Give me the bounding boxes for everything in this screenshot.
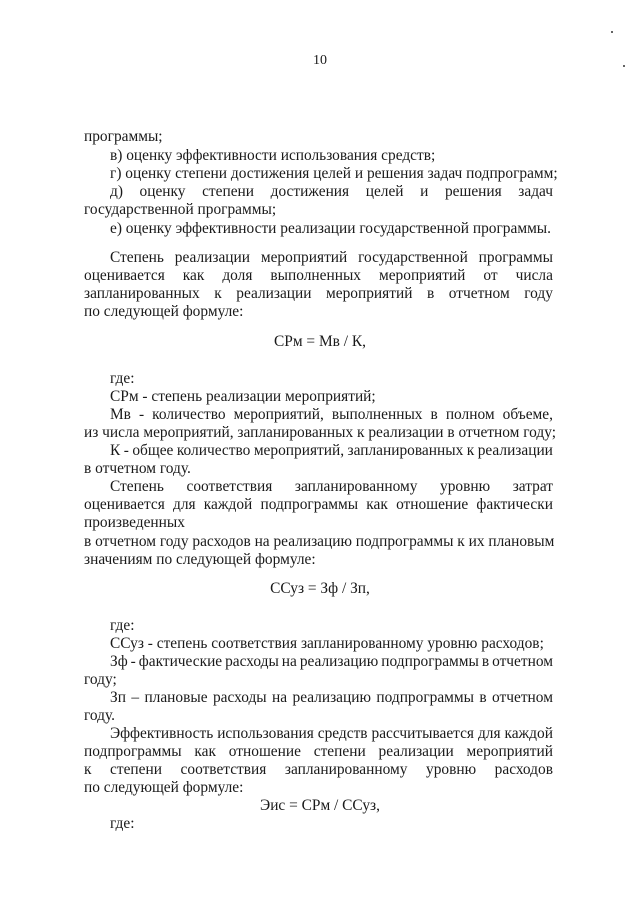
word: мероприятий [260, 249, 348, 266]
word: решения [444, 183, 502, 200]
formula-srm: СРм = Мв / К, [274, 333, 366, 350]
word: уровню [440, 478, 491, 495]
word: Зп [110, 689, 126, 706]
word: целей [365, 183, 404, 200]
word: мероприятий [326, 285, 413, 302]
word: для [477, 725, 501, 742]
word: мероприятий [466, 743, 553, 760]
word: реализацию [299, 653, 379, 670]
word: - [123, 442, 129, 459]
word: К [110, 442, 121, 459]
word: оценку [139, 183, 186, 200]
definition-zf-line-2: году; [84, 671, 117, 688]
paragraph-2-line-2 [84, 496, 553, 514]
word: каждой [203, 496, 253, 513]
word: в [426, 285, 435, 302]
word: для [173, 496, 196, 513]
list-item-b-line-3: программы; [84, 128, 163, 145]
definition-ssuz: ССуз - степень соответствия запланированному уровню расходов; [110, 635, 544, 652]
definition-zp-line-2: году. [84, 707, 116, 724]
word: Степень [110, 249, 164, 266]
where-label-1: где: [110, 370, 135, 387]
word: соответствия [180, 761, 267, 778]
word: выполненных [331, 406, 423, 423]
list-item-e: е) оценку эффективности реализации государственной программы. [110, 220, 551, 237]
word: Мв [110, 406, 131, 423]
word: отчетном [492, 653, 553, 670]
where-label-3: где: [110, 815, 135, 832]
formula-eis: Эис = СРм / ССуз, [260, 797, 380, 814]
word: отчетном [448, 285, 510, 302]
word: реализации [477, 442, 553, 459]
word: запланированных [84, 285, 200, 302]
word: мероприятий, [233, 406, 324, 423]
word: к [84, 761, 92, 778]
word: – [131, 689, 140, 706]
word: общее [132, 442, 174, 459]
word: рассчитывается [371, 725, 474, 742]
word: в [481, 653, 490, 670]
word: оценивается [84, 496, 165, 513]
word: количество [176, 442, 251, 459]
word: отношение [396, 496, 469, 513]
word: году [524, 285, 553, 302]
word: отчетном [492, 689, 553, 706]
list-item-d-line-1 [110, 183, 553, 201]
word: достижения [270, 183, 350, 200]
word: полном [445, 406, 495, 423]
word: - [130, 653, 136, 670]
list-item-d-line-2: государственной программы; [84, 201, 277, 218]
word: мероприятий, [253, 442, 345, 459]
word: фактически [476, 496, 553, 513]
word: подпрограммы [84, 743, 182, 760]
word: задач [518, 183, 553, 200]
word: реализации [236, 285, 312, 302]
word: на [281, 653, 297, 670]
word: программы [478, 249, 553, 266]
word: подпрограммы [381, 653, 479, 670]
paragraph-3-line-4: по следующей формуле: [84, 779, 244, 796]
word: Зф [110, 653, 128, 670]
definition-srm: СРм - степень реализации мероприятий; [110, 388, 376, 405]
word: запланированных [347, 442, 464, 459]
paragraph-1-line-4: по следующей формуле: [84, 303, 244, 320]
word: - [138, 406, 145, 423]
word: фактические [138, 653, 223, 670]
definition-mv-line-1 [110, 406, 553, 424]
word: реализации [378, 743, 454, 760]
word: расходы [225, 653, 279, 670]
paragraph-3-line-3 [84, 761, 553, 779]
word: соответствия [186, 478, 273, 495]
word: Эффективность [110, 725, 214, 742]
word: расходы [212, 689, 267, 706]
word: как [182, 267, 205, 284]
word: объеме, [502, 406, 553, 423]
paragraph-1-line-1 [110, 249, 553, 267]
word: и [420, 183, 429, 200]
word: от [483, 267, 498, 284]
word: к [466, 442, 475, 459]
word: расходов [494, 761, 553, 778]
paragraph-1-line-3 [84, 285, 553, 303]
word: Степень [110, 478, 164, 495]
word: как [366, 496, 388, 513]
paragraph-1-line-2 [84, 267, 553, 285]
word: количество [152, 406, 226, 423]
list-item-v: в) оценку эффективности использования средств; [110, 147, 436, 164]
word: к [214, 285, 222, 302]
word: отношение [228, 743, 301, 760]
word: числа [515, 267, 553, 284]
word: подпрограммы [260, 496, 359, 513]
word: выполненных [270, 267, 361, 284]
word: запланированному [294, 478, 418, 495]
scan-speck [611, 31, 613, 33]
where-label-2: где: [110, 617, 135, 634]
paragraph-3-line-1 [110, 725, 553, 743]
definition-k-line-1 [110, 442, 553, 460]
definition-zf-line-1 [110, 653, 553, 671]
definition-mv-line-2: из числа мероприятий, запланированных к реализации в отчетном году; [84, 424, 557, 441]
paragraph-2-line-1 [110, 478, 553, 496]
word: запланированному [284, 761, 408, 778]
word: степени [313, 743, 366, 760]
page-number: 10 [313, 53, 327, 68]
word: каждой [504, 725, 553, 742]
word: мероприятий [378, 267, 466, 284]
formula-ssuz: ССуз = Зф / Зп, [270, 580, 370, 597]
word: д) [110, 183, 123, 200]
word: средств [317, 725, 368, 742]
word: оценивается [84, 267, 165, 284]
word: уровню [426, 761, 477, 778]
definition-zp-line-1 [110, 689, 553, 707]
word: доля [222, 267, 253, 284]
word: степени [110, 761, 162, 778]
paragraph-3-line-2 [84, 743, 553, 761]
word: подпрограммы [376, 689, 474, 706]
word: на [272, 689, 288, 706]
word: затрат [512, 478, 553, 495]
definition-k-line-2: в отчетном году. [84, 460, 191, 477]
word: степени [202, 183, 255, 200]
list-item-g: г) оценку степени достижения целей и решения задач подпрограмм; [110, 165, 558, 182]
word: использования [217, 725, 314, 742]
word: в [479, 689, 487, 706]
paragraph-2-line-3: произведенных [84, 514, 185, 531]
word: государственной [358, 249, 468, 266]
paragraph-2-line-4: в отчетном году расходов на реализацию подпрограммы к их плановым [84, 533, 555, 550]
word: как [194, 743, 216, 760]
paragraph-2-line-5: значениям по следующей формуле: [84, 551, 316, 568]
word: реализацию [292, 689, 371, 706]
word: плановые [144, 689, 208, 706]
word: реализации [174, 249, 251, 266]
word: в [430, 406, 438, 423]
